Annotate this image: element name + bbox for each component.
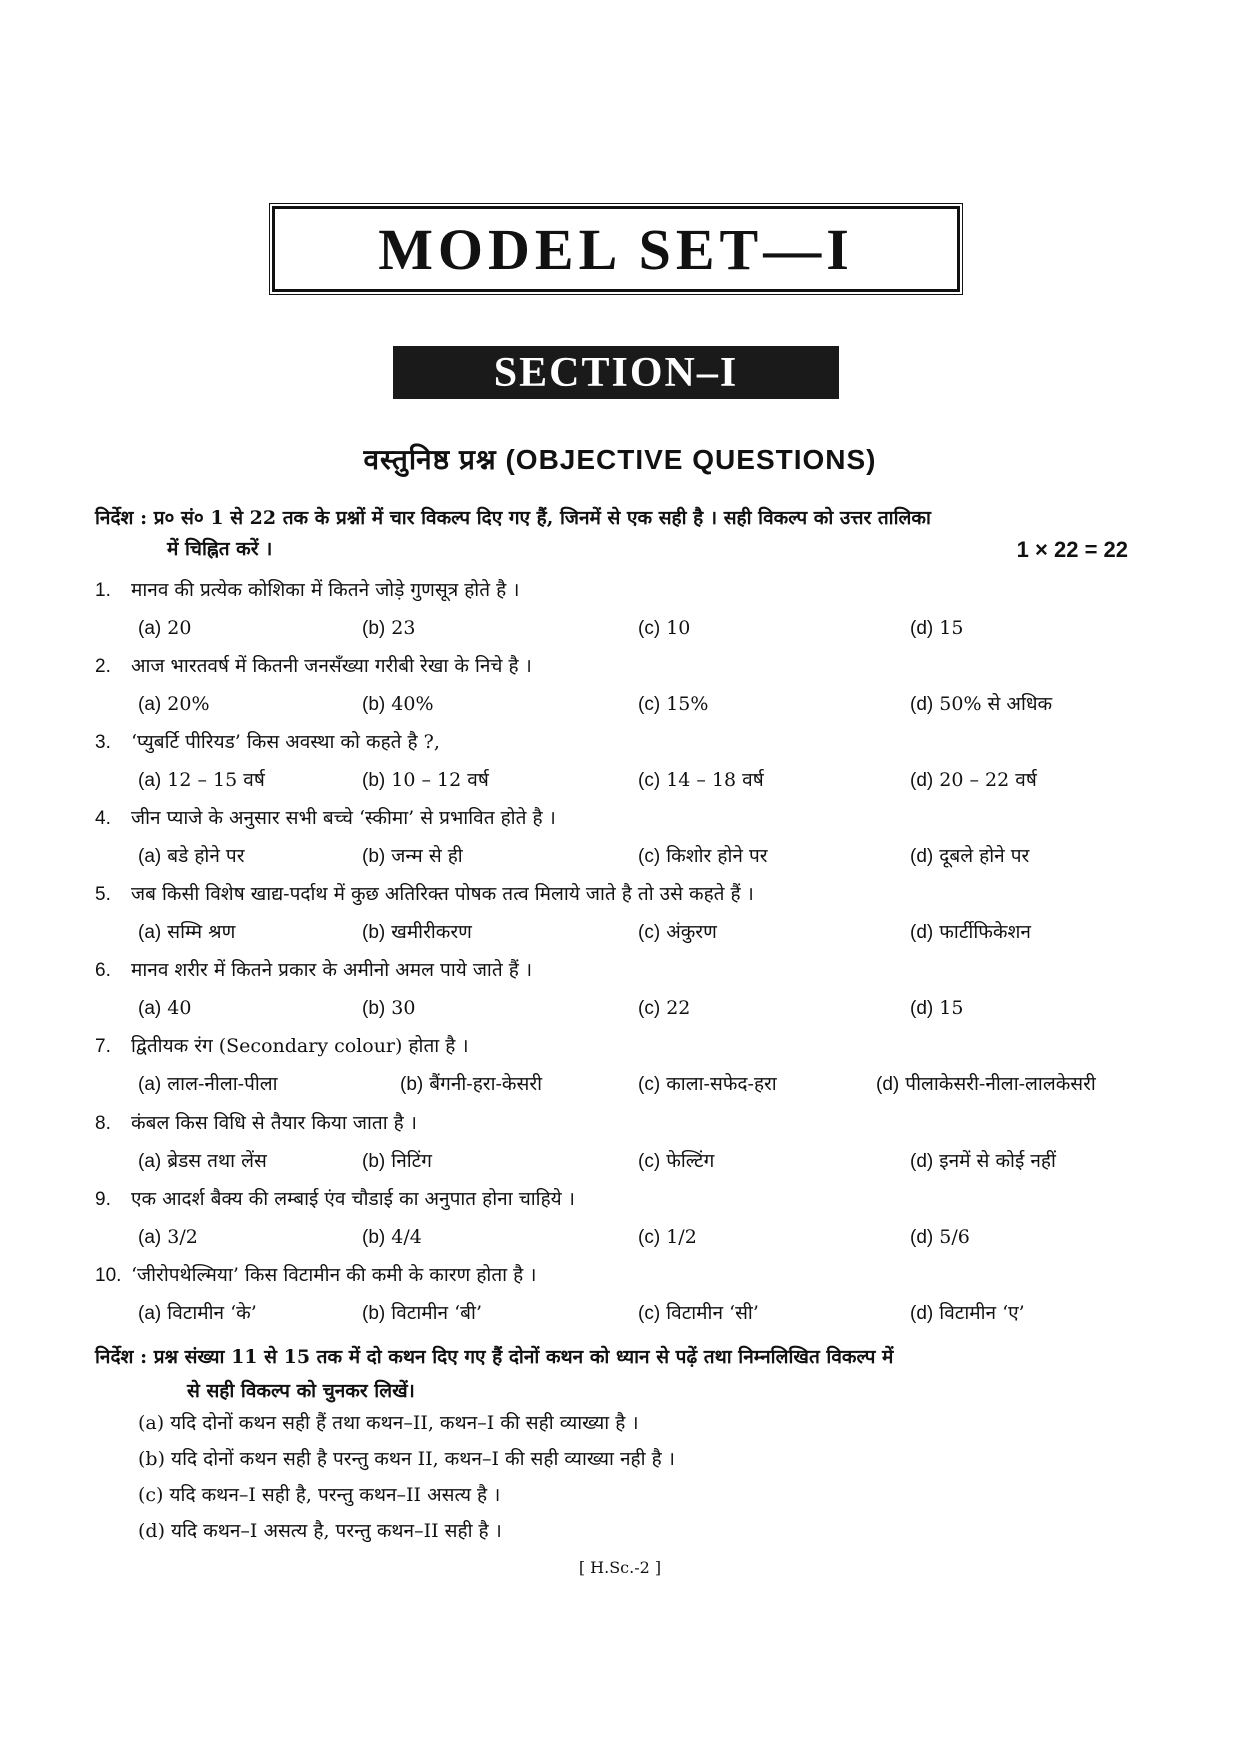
option-text: विटामीन ‘ए’ (939, 1302, 1025, 1324)
question-number: 4. (95, 808, 111, 829)
option-text: विटामीन ‘सी’ (666, 1302, 759, 1324)
option-text: फार्टीफिकेशन (939, 921, 1031, 943)
option-text: 15 (939, 997, 964, 1019)
option-row (0, 1146, 1240, 1176)
statement-text: यदि दोनों कथन सही है परन्तु कथन II, कथन–I की सही व्याख्या नही है । (171, 1448, 675, 1470)
option-row (0, 993, 1240, 1023)
answer-option[interactable] (910, 765, 1037, 796)
answer-option[interactable] (138, 1298, 257, 1329)
page-title: MODEL SET—I (378, 216, 854, 282)
instruction-1-line-1: निर्देश : प्र० सं० 1 से 22 तक के प्रश्नों में चार विकल्प दिए गए हैं, जिनमें से एक सही है । सही विकल्प को उत्तर तालिका (95, 507, 931, 529)
option-label: (c) (638, 1227, 661, 1248)
question-text: मानव की प्रत्येक कोशिका में कितने जोड़े गुणसूत्र होते है । (131, 579, 520, 601)
option-label: (a) (138, 846, 162, 867)
statement-label: (a) (138, 1412, 165, 1434)
question-row (95, 1184, 575, 1214)
section-title: SECTION–I (493, 349, 739, 396)
answer-option[interactable] (638, 1069, 777, 1100)
option-text: 14 – 18 वर्ष (666, 769, 764, 791)
statement-text: यदि कथन–I असत्य है, परन्तु कथन–II सही है । (171, 1520, 502, 1542)
option-label: (d) (910, 922, 934, 943)
answer-option[interactable] (638, 1222, 697, 1253)
option-label: (d) (910, 1227, 934, 1248)
option-label: (a) (138, 1227, 162, 1248)
option-text: 15% (666, 693, 709, 715)
answer-option[interactable] (138, 765, 265, 796)
statement-option (138, 1516, 502, 1546)
answer-option[interactable] (138, 1069, 278, 1100)
answer-option[interactable] (362, 993, 415, 1024)
answer-option[interactable] (138, 1222, 198, 1253)
option-text: विटामीन ‘बी’ (391, 1302, 482, 1324)
option-text: 40% (391, 693, 434, 715)
option-label: (a) (138, 770, 162, 791)
statement-option (138, 1408, 639, 1438)
option-text: 1/2 (666, 1226, 697, 1248)
option-label: (b) (362, 694, 386, 715)
option-text: 20% (167, 693, 210, 715)
answer-option[interactable] (910, 1298, 1025, 1329)
option-text: बडे होने पर (167, 845, 245, 867)
option-label: (b) (362, 1303, 386, 1324)
answer-option[interactable] (362, 841, 463, 872)
option-text: 30 (391, 997, 416, 1019)
option-row (0, 841, 1240, 871)
option-text: 5/6 (939, 1226, 970, 1248)
question-text: मानव शरीर में कितने प्रकार के अमीनो अमल पाये जाते हैं । (131, 959, 533, 981)
answer-option[interactable] (362, 1222, 422, 1253)
option-row (0, 765, 1240, 795)
option-label: (c) (638, 1303, 661, 1324)
answer-option[interactable] (400, 1069, 542, 1100)
question-row (95, 1108, 417, 1138)
question-number: 1. (95, 580, 111, 601)
option-text: काला-सफेद-हरा (666, 1073, 777, 1095)
question-text: कंबल किस विधि से तैयार किया जाता है । (131, 1112, 417, 1134)
option-text: पीलाकेसरी-नीला-लालकेसरी (905, 1073, 1096, 1095)
answer-option[interactable] (138, 613, 191, 644)
question-row (95, 879, 754, 909)
option-label: (a) (138, 1303, 162, 1324)
question-number: 7. (95, 1036, 111, 1057)
option-label: (a) (138, 694, 162, 715)
question-number: 8. (95, 1113, 111, 1134)
option-label: (b) (400, 1074, 424, 1095)
option-text: 4/4 (391, 1226, 422, 1248)
question-row (95, 1260, 536, 1290)
option-label: (a) (138, 998, 162, 1019)
option-label: (a) (138, 1151, 162, 1172)
option-text: 20 – 22 वर्ष (939, 769, 1037, 791)
statement-option (138, 1444, 675, 1474)
answer-option[interactable] (638, 689, 708, 720)
option-label: (c) (638, 922, 661, 943)
option-label: (d) (910, 1303, 934, 1324)
question-text: ‘जीरोपथेल्मिया’ किस विटामीन की कमी के कारण होता है । (131, 1264, 537, 1286)
answer-option[interactable] (362, 1146, 432, 1177)
answer-option[interactable] (638, 1146, 714, 1177)
question-row (95, 1031, 469, 1061)
section-banner (393, 346, 839, 399)
model-set-title-box (272, 206, 960, 292)
option-text: किशोर होने पर (666, 845, 768, 867)
option-text: सम्मि श्रण (167, 921, 236, 943)
option-text: निटिंग (391, 1150, 432, 1172)
answer-option[interactable] (910, 993, 963, 1024)
question-text: ‘प्युबर्टि पीरियड’ किस अवस्था को कहते है ?, (131, 731, 440, 753)
option-row (0, 1069, 1240, 1099)
question-row (95, 955, 532, 985)
statement-text: यदि कथन–I सही है, परन्तु कथन–II असत्य है । (169, 1484, 501, 1506)
instruction-2-line-2: से सही विकल्प को चुनकर लिखें। (187, 1380, 415, 1402)
option-text: 50% से अधिक (939, 693, 1053, 715)
option-label: (b) (362, 1151, 386, 1172)
option-label: (b) (362, 846, 386, 867)
option-text: लाल-नीला-पीला (167, 1073, 278, 1095)
option-label: (d) (876, 1074, 900, 1095)
option-text: 15 (939, 617, 964, 639)
option-label: (a) (138, 1074, 162, 1095)
statement-label: (b) (138, 1448, 165, 1470)
marks-scheme: 1 × 22 = 22 (1016, 537, 1128, 562)
statement-text: यदि दोनों कथन सही हैं तथा कथन–II, कथन–I की सही व्याख्या है । (170, 1412, 639, 1434)
statement-option (138, 1480, 500, 1510)
answer-option[interactable] (138, 841, 245, 872)
statement-label: (c) (138, 1484, 164, 1506)
option-text: 3/2 (167, 1226, 198, 1248)
option-label: (d) (910, 998, 934, 1019)
option-label: (d) (910, 846, 934, 867)
answer-option[interactable] (910, 1146, 1056, 1177)
option-label: (c) (638, 846, 661, 867)
option-text: 10 – 12 वर्ष (391, 769, 489, 791)
answer-option[interactable] (362, 917, 472, 948)
option-text: 12 – 15 वर्ष (167, 769, 265, 791)
option-text: विटामीन ‘के’ (167, 1302, 257, 1324)
option-label: (c) (638, 1151, 661, 1172)
answer-option[interactable] (910, 841, 1029, 872)
answer-option[interactable] (638, 765, 764, 796)
answer-option[interactable] (638, 993, 690, 1024)
answer-option[interactable] (362, 1298, 482, 1329)
question-number: 9. (95, 1189, 111, 1210)
question-number: 2. (95, 656, 111, 677)
statement-label: (d) (138, 1520, 165, 1542)
question-text: जब किसी विशेष खाद्य-पर्दाथ में कुछ अतिरिक्त पोषक तत्व मिलाये जाते है तो उसे कहते हैं । (131, 883, 754, 905)
option-text: दूबले होने पर (939, 845, 1030, 867)
option-text: 10 (666, 617, 691, 639)
option-label: (b) (362, 770, 386, 791)
option-label: (c) (638, 618, 661, 639)
answer-option[interactable] (138, 993, 191, 1024)
option-text: खमीरीकरण (391, 921, 472, 943)
question-text: एक आदर्श बैक्य की लम्बाई एंव चौडाई का अनुपात होना चाहिये । (131, 1188, 575, 1210)
answer-option[interactable] (138, 689, 210, 720)
question-number: 10. (95, 1265, 122, 1286)
option-text: बैंगनी-हरा-केसरी (429, 1073, 543, 1095)
option-label: (d) (910, 1151, 934, 1172)
answer-option[interactable] (638, 841, 768, 872)
answer-option[interactable] (910, 689, 1052, 720)
objective-questions-heading: वस्तुनिष्ठ प्रश्न (OBJECTIVE QUESTIONS) (363, 444, 877, 475)
option-text: 20 (167, 617, 192, 639)
option-label: (d) (910, 770, 934, 791)
question-row (95, 727, 440, 757)
option-label: (c) (638, 770, 661, 791)
instruction-block-2 (95, 1340, 1140, 1408)
question-row (95, 651, 532, 681)
option-label: (b) (362, 618, 386, 639)
option-text: अंकुरण (666, 921, 717, 943)
question-number: 3. (95, 732, 111, 753)
question-number: 5. (95, 884, 111, 905)
option-label: (b) (362, 922, 386, 943)
answer-option[interactable] (910, 917, 1031, 948)
option-text: 22 (666, 997, 691, 1019)
option-text: 40 (167, 997, 192, 1019)
option-text: ब्रेडस तथा लेंस (167, 1150, 267, 1172)
instruction-block-1 (95, 503, 1140, 565)
answer-option[interactable] (138, 1146, 267, 1177)
option-text: फेल्टिंग (666, 1150, 715, 1172)
option-row (0, 1222, 1240, 1252)
question-text: जीन प्याजे के अनुसार सभी बच्चे ‘स्कीमा’ से प्रभावित होते है । (131, 807, 556, 829)
answer-option[interactable] (362, 689, 434, 720)
option-label: (c) (638, 998, 661, 1019)
answer-option[interactable] (362, 613, 415, 644)
option-label: (b) (362, 1227, 386, 1248)
answer-option[interactable] (638, 917, 717, 948)
question-row (95, 803, 556, 833)
option-text: 23 (391, 617, 416, 639)
option-row (0, 917, 1240, 947)
instruction-2-line-1: निर्देश : प्रश्न संख्या 11 से 15 तक में दो कथन दिए गए हैं दोनों कथन को ध्यान से पढ़ें तथा निम्नलिखित विकल्प में (95, 1346, 894, 1368)
option-label: (c) (638, 694, 661, 715)
question-text: आज भारतवर्ष में कितनी जनसँख्या गरीबी रेखा के निचे है । (131, 655, 532, 677)
page-footer: [ H.Sc.-2 ] (578, 1558, 662, 1577)
option-label: (d) (910, 618, 934, 639)
option-label: (c) (638, 1074, 661, 1095)
question-text: द्वितीयक रंग (Secondary colour) होता है । (131, 1035, 469, 1057)
option-row (0, 689, 1240, 719)
answer-option[interactable] (910, 1222, 970, 1253)
option-label: (a) (138, 922, 162, 943)
question-number: 6. (95, 960, 111, 981)
answer-option[interactable] (362, 765, 489, 796)
option-row (0, 1298, 1240, 1328)
option-label: (b) (362, 998, 386, 1019)
answer-option[interactable] (138, 917, 235, 948)
option-label: (d) (910, 694, 934, 715)
answer-option[interactable] (638, 1298, 759, 1329)
answer-option[interactable] (638, 613, 690, 644)
option-text: इनमें से कोई नहीं (939, 1150, 1056, 1172)
answer-option[interactable] (876, 1069, 1096, 1100)
question-row (95, 575, 519, 605)
option-text: जन्म से ही (391, 845, 463, 867)
instruction-1-line-2: में चिह्नित करें । (167, 538, 273, 560)
answer-option[interactable] (910, 613, 963, 644)
option-row (0, 613, 1240, 643)
option-label: (a) (138, 618, 162, 639)
